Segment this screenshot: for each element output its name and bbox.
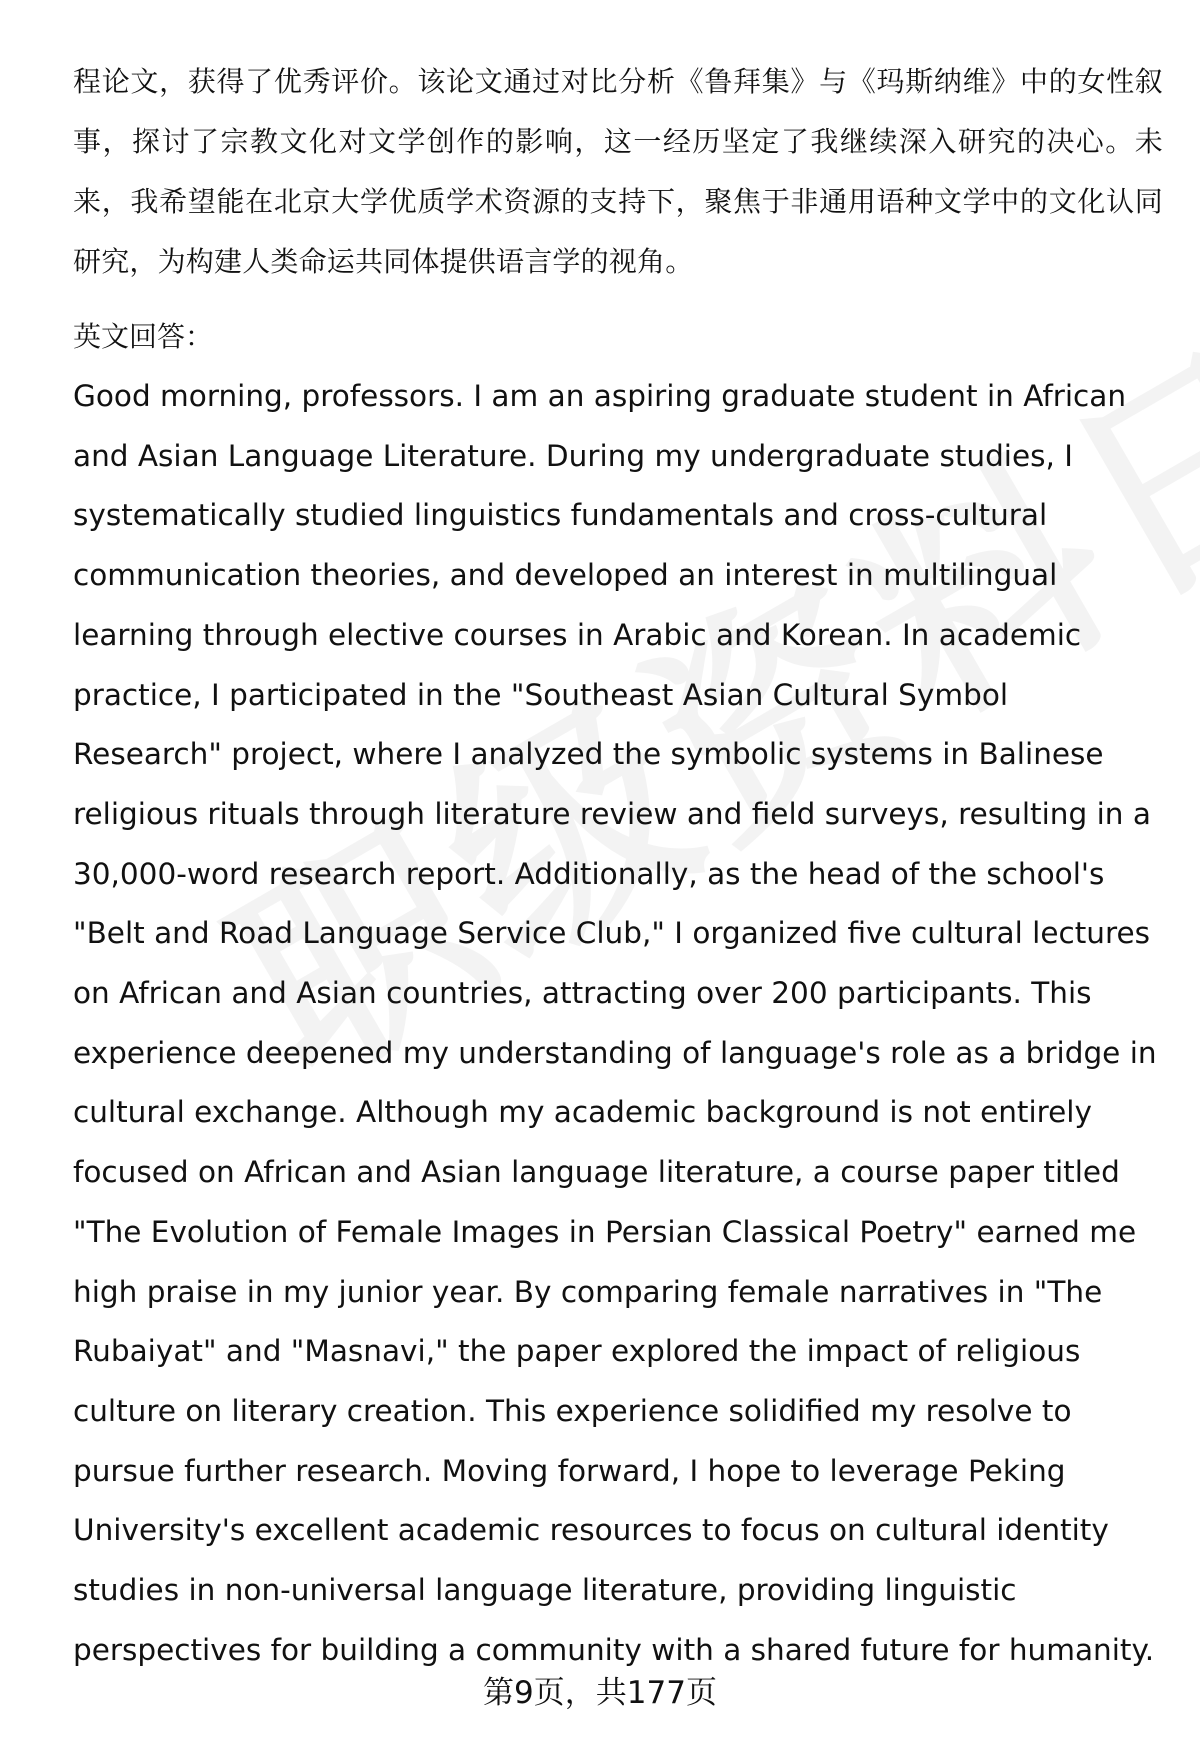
english-answer-heading: 英文回答： <box>73 320 214 353</box>
document-body <box>73 52 1163 1680</box>
page-number-footer: 第9页，共177页 <box>483 1675 717 1711</box>
chinese-answer-paragraph: 程论文，获得了优秀评价。该论文通过对比分析《鲁拜集》与《玛斯纳维》中的女性叙事，探讨了宗教文化对文学创作的影响，这一经历坚定了我继续深入研究的决心。未来，我希望能在北京大学优质学术资源的支持下，聚焦于非通用语种文学中的文化认同研究，为构建人类命运共同体提供语言学的视角。 <box>73 65 1163 278</box>
english-answer-paragraph: Good morning, professors. I am an aspiring graduate student in African and Asian Language Literature. During my undergraduate studies, I systematically studied linguistics fundamentals and cross-cultural communication theories, and developed an interest in multilingual learning through elective courses in Arabic and Korean. In academic practice, I participated in the "Southeast Asian Cultural Symbol Research" project, where I analyzed the symbolic systems in Balinese religious rituals through literature review and field surveys, resulting in a 30,000-word research report. Additionally, as the head of the school's "Belt and Road Language Service Club," I organized five cultural lectures on African and Asian countries, attracting over 200 participants. This experience deepened my understanding of language's role as a bridge in cultural exchange. Although my academic background is not entirely focused on African and Asian language literature, a course paper titled "The Evolution of Female Images in Persian Classical Poetry" earned me high praise in my junior year. By comparing female narratives in "The Rubaiyat" and "Masnavi," the paper explored the impact of religious culture on literary creation. This experience solidified my resolve to pursue further research. Moving forward, I hope to leverage Peking University's excellent academic resources to focus on cultural identity studies in non-universal language literature, providing linguistic perspectives for building a community with a shared future for humanity. <box>73 379 1157 1667</box>
